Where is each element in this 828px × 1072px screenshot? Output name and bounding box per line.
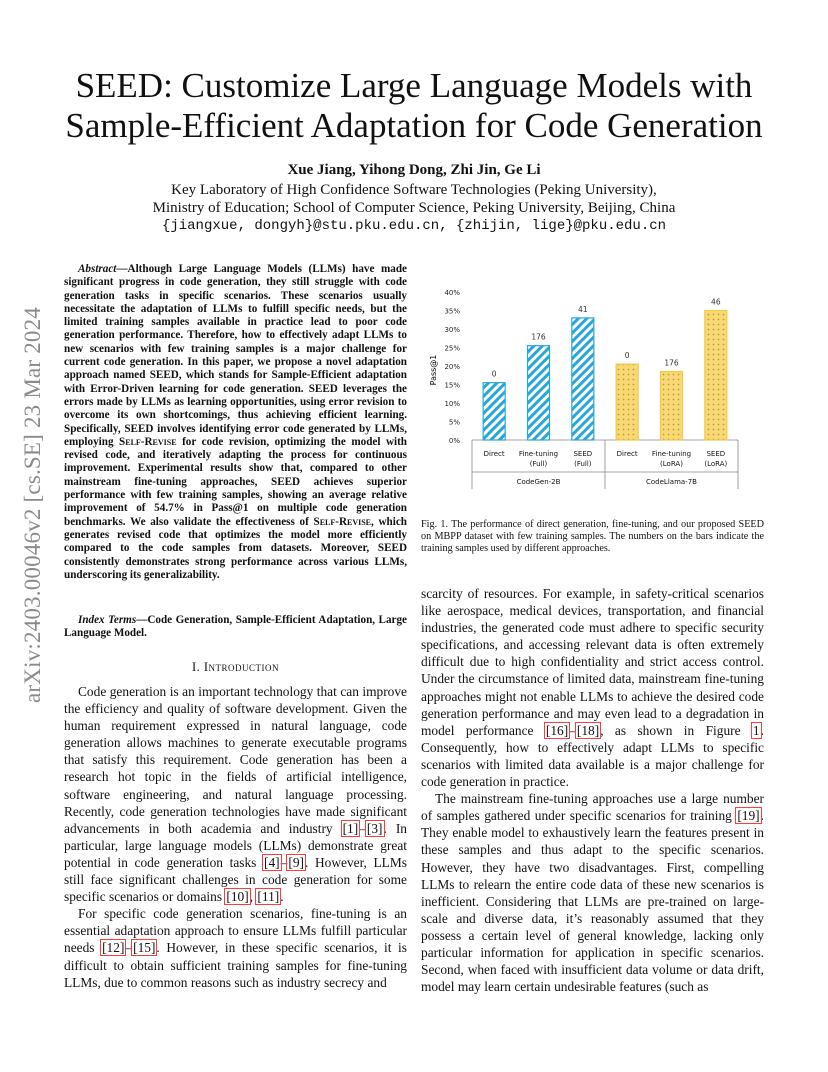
abstract-text-c: , which generates revised code that optimizes the model more efficiently compared to the code samples from datasets. Moreover, SEED consistently demonstrates strong performance across various LLMs, underscoring its generalizability.: [64, 515, 407, 581]
abstract: [64, 263, 407, 582]
title-line-1: SEED: Customize Large Language Models with: [75, 66, 753, 105]
bar: [616, 364, 638, 440]
arxiv-sidebar-id: [8, 285, 58, 725]
x-tick-label: (LoRA): [660, 460, 683, 468]
intro-paragraph-2: [64, 905, 407, 990]
text-run: . Consequently, how to effectively adapt LLMs to specific scenarios with limited data available is a major challenge for code generation in practice.: [421, 722, 764, 790]
bar-sample-label: 0: [491, 369, 497, 379]
right-paragraph-2: [421, 790, 764, 995]
text-run: The mainstream fine-tuning approaches use a large number of samples gathered under specific scenarios for training: [421, 791, 764, 824]
x-tick-label: Fine-tuning: [518, 450, 559, 458]
citation-link[interactable]: [12]: [102, 940, 125, 956]
y-axis-label: Pass@1: [429, 354, 438, 386]
figure-link[interactable]: 1: [752, 722, 760, 738]
x-tick-label: Direct: [616, 450, 638, 458]
y-tick-label: 0%: [448, 437, 460, 445]
citation-link[interactable]: [3]: [366, 820, 383, 836]
citation-link[interactable]: [9]: [288, 854, 304, 870]
group-label: CodeLlama-7B: [646, 478, 697, 486]
citation-link[interactable]: [18]: [576, 722, 600, 738]
citation-link[interactable]: [10]: [226, 889, 249, 905]
bar: [572, 318, 594, 440]
bar: [705, 311, 727, 441]
abstract-text-b: for code revision, optimizing the model with revised code, and iteratively adapting the process for continuous improvement. Experimental results show that, compared to other mainstream fine-tuning approaches, SEED achieves superior performance with few training samples, showing an average relative improvement of 54.7% in Pass@1 on multiple code generation benchmarks. We also validate the effectiveness of: [64, 435, 407, 528]
y-tick-label: 10%: [444, 400, 460, 408]
affiliation-line-1: Key Laboratory of High Confidence Software Technologies (Peking University),: [171, 182, 657, 198]
bar-sample-label: 0: [624, 351, 630, 361]
y-tick-label: 25%: [444, 344, 460, 353]
group-label: CodeGen-2B: [516, 478, 561, 486]
affiliation-line-2: Ministry of Education; School of Computer Science, Peking University, Beijing, China: [152, 200, 676, 216]
y-tick-label: 35%: [444, 307, 460, 316]
x-tick-label: (Full): [574, 460, 592, 468]
text-run: –: [569, 722, 576, 738]
y-tick-label: 5%: [448, 418, 460, 427]
text-run: –: [359, 820, 366, 836]
citation-link[interactable]: [15]: [133, 940, 156, 956]
arxiv-id-text: arXiv:2403.00046v2 [cs.SE] 23 Mar 2024: [20, 307, 45, 703]
figure-caption: Fig. 1. The performance of direct generation, fine-tuning, and our proposed SEED on MBPP dataset with few training samples. The numbers on the bars indicate the training samples used by different approaches.: [421, 519, 764, 555]
text-run: . However, LLMs still face significant challenges in code generation for some specific scenarios or domains: [64, 854, 407, 905]
bar: [528, 346, 550, 440]
bar: [661, 372, 683, 440]
x-tick-label: SEED: [573, 450, 593, 458]
bar-sample-label: 41: [578, 304, 588, 314]
y-tick-label: 40%: [444, 289, 460, 297]
bar-sample-label: 176: [664, 358, 679, 368]
citation-link[interactable]: [1]: [342, 820, 359, 836]
bar: [483, 383, 505, 440]
index-terms-label: Index Terms: [78, 614, 137, 626]
x-tick-label: Fine-tuning: [651, 450, 692, 458]
x-tick-label: (Full): [529, 460, 548, 468]
text-run: . In particular, large language models (LLMs) demonstrate great potential in code generation tasks: [64, 820, 407, 870]
index-terms: [64, 614, 407, 641]
text-run: . They enable model to exhaustively learn the features present in these samples and thus adapt to the specific scenarios. However, they have two disadvantages. First, compelling LLMs to relearn the entire code data of these new scenarios is inefficient. Considering that LLMs are pre-trained on large-scale and diverse data, it’s reasonably assumed that they possess a certain level of general knowledge, lacking only particular information for application in specific scenarios. Second, when faced with insufficient data volume or data drift, model may learn certain undesirable features (such as: [421, 808, 764, 995]
right-column-body: [421, 585, 764, 995]
citation-link[interactable]: [4]: [264, 854, 280, 870]
section-heading-introduction: I. Introduction: [191, 660, 280, 674]
abstract-label: Abstract: [78, 263, 117, 275]
self-revise-term: Self-Revise: [313, 515, 372, 528]
bar-chart-svg: [426, 282, 766, 497]
bar-sample-label: 176: [531, 332, 546, 342]
x-tick-label: Direct: [483, 450, 505, 458]
y-tick-label: 20%: [444, 363, 460, 371]
y-tick-label: 15%: [444, 381, 460, 390]
abstract-text-a: —Although Large Language Models (LLMs) have made significant progress in code generation, they still struggle with code generation tasks in specific scenarios. These scenarios usually necessitate the adaptation of LLMs to fulfill specific needs, but the limited training samples available in practice lead to poor code generation performance. Therefore, how to effectively adapt LLMs to new scenarios with few training samples is a major challenge for current code generation. In this paper, we propose a novel adaptation approach named SEED, which stands for Sample-Efficient adaptation with Error-Driven learning for code generation. SEED leverages the errors made by LLMs as learning opportunities, using error revision to overcome its own shortcomings, thus achieving efficient learning. Specifically, SEED involves identifying error code generated by LLMs, employing: [64, 263, 407, 448]
title-line-2: Sample-Efficient Adaptation for Code Generation: [65, 106, 763, 145]
bar-sample-label: 46: [711, 297, 721, 307]
intro-paragraph-1: [64, 683, 407, 905]
right-paragraph-1: [421, 585, 764, 790]
paper-title: [60, 66, 768, 146]
x-tick-label: SEED: [706, 450, 726, 458]
text-run: . However, in these specific scenarios, it is difficult to obtain sufficient training samples for fine-tuning LLMs, due to common reasons such as industry secrecy and: [64, 940, 407, 990]
citation-link[interactable]: [11]: [257, 889, 280, 905]
text-run: , as shown in Figure: [600, 722, 752, 738]
x-tick-label: (LoRA): [704, 460, 728, 468]
text-run: .: [280, 889, 284, 905]
authors: Xue Jiang, Yihong Dong, Zhi Jin, Ge Li: [287, 162, 541, 178]
text-run: –: [280, 854, 288, 870]
citation-link[interactable]: [16]: [545, 722, 569, 738]
text-run: For specific code generation scenarios, fine-tuning is an essential adaptation approach to ensure LLMs fulfill particular needs: [64, 906, 407, 956]
introduction-body: [64, 683, 407, 991]
text-run: Code generation is an important technology that can improve the efficiency and quality of software development. Given the human requirement expressed in natural language, code generation allows machines to generate executable programs that satisfy this requirement. Code generation has been a research hot topic in the fields of artificial intelligence, software engineering, and natural language processing. Recently, code generation technologies have made significant advancements in both academia and industry: [64, 684, 407, 836]
text-run: ,: [249, 889, 257, 905]
y-tick-label: 30%: [444, 326, 460, 334]
index-terms-text: —Code Generation, Sample-Efficient Adaptation, Large Language Model.: [64, 614, 408, 640]
figure-1-chart: [426, 282, 766, 497]
self-revise-term: Self-Revise: [119, 435, 177, 448]
text-run: –: [125, 940, 133, 956]
text-run: scarcity of resources. For example, in safety-critical scenarios like aerospace, medical devices, transportation, and financial industries, the generated code must adhere to specific security specifications, and accessing relevant data is often extremely difficult due to high confidentiality and strict access control. Under the circumstance of limited data, mainstream fine-tuning approaches might not enable LLMs to achieve the desired code generation performance and may even lead to a degradation in model performance: [421, 586, 764, 738]
citation-link[interactable]: [19]: [737, 808, 760, 824]
author-emails: {jiangxue, dongyh}@stu.pku.edu.cn, {zhijin, lige}@pku.edu.cn: [161, 218, 667, 234]
